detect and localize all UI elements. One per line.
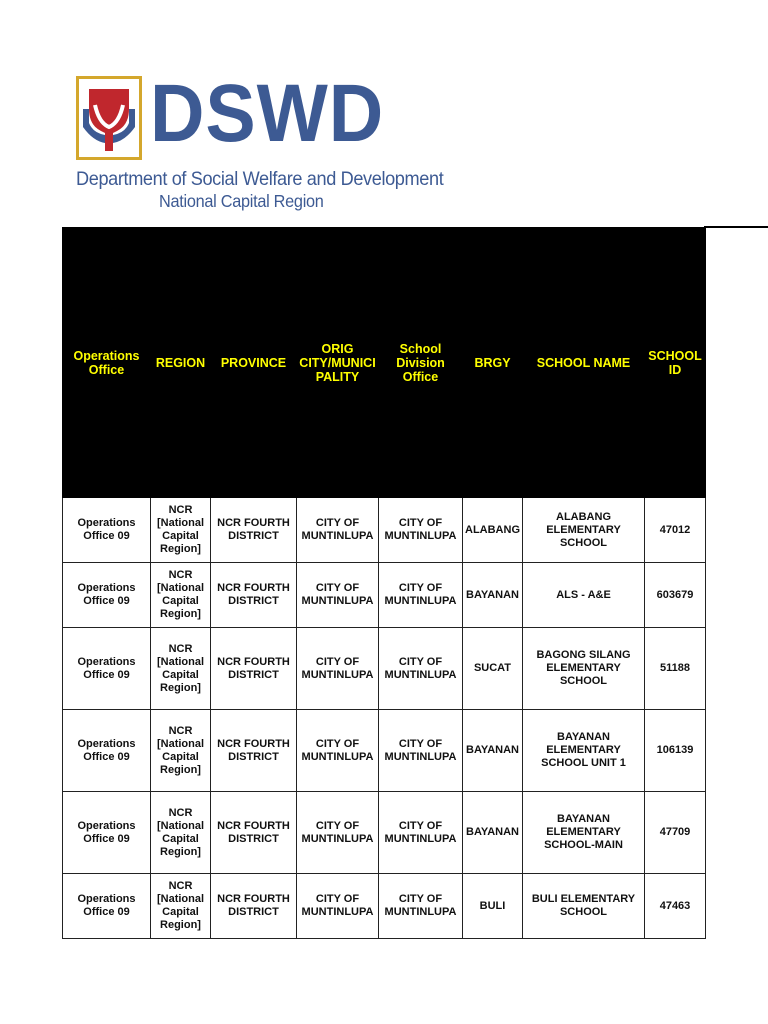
- header-rule: [704, 226, 768, 228]
- cell-brgy: BAYANAN: [463, 563, 523, 628]
- cell-school-id: 106139: [645, 710, 706, 792]
- table-row: [63, 792, 706, 874]
- header-orig-city: ORIG CITY/MUNICI PALITY: [297, 228, 379, 498]
- table-row: [63, 628, 706, 710]
- dswd-logo: [76, 68, 444, 217]
- cell-region: NCR [National Capital Region]: [151, 498, 211, 563]
- schools-table: [62, 227, 706, 939]
- table-row: [63, 498, 706, 563]
- cell-city: CITY OF MUNTINLUPA: [297, 628, 379, 710]
- logo-wordmark: DSWD: [150, 68, 385, 159]
- cell-school-name: BULI ELEMENTARY SCHOOL: [523, 874, 645, 939]
- cell-school-name: ALABANG ELEMENTARY SCHOOL: [523, 498, 645, 563]
- cell-school-id: 47012: [645, 498, 706, 563]
- cell-region: NCR [National Capital Region]: [151, 628, 211, 710]
- cell-school-id: 47463: [645, 874, 706, 939]
- cell-division: CITY OF MUNTINLUPA: [379, 710, 463, 792]
- cell-school-name: BAYANAN ELEMENTARY SCHOOL-MAIN: [523, 792, 645, 874]
- cell-school-id: 51188: [645, 628, 706, 710]
- cell-brgy: BAYANAN: [463, 792, 523, 874]
- cell-brgy: SUCAT: [463, 628, 523, 710]
- header-school-name: SCHOOL NAME: [523, 228, 645, 498]
- cell-brgy: BULI: [463, 874, 523, 939]
- cell-division: CITY OF MUNTINLUPA: [379, 874, 463, 939]
- cell-province: NCR FOURTH DISTRICT: [211, 563, 297, 628]
- cell-city: CITY OF MUNTINLUPA: [297, 563, 379, 628]
- cell-city: CITY OF MUNTINLUPA: [297, 498, 379, 563]
- cell-division: CITY OF MUNTINLUPA: [379, 498, 463, 563]
- cell-city: CITY OF MUNTINLUPA: [297, 874, 379, 939]
- logo-region-name: National Capital Region: [159, 191, 324, 211]
- cell-school-id: 603679: [645, 563, 706, 628]
- cell-operations-office: Operations Office 09: [63, 628, 151, 710]
- cell-operations-office: Operations Office 09: [63, 874, 151, 939]
- header-brgy: BRGY: [463, 228, 523, 498]
- cell-division: CITY OF MUNTINLUPA: [379, 563, 463, 628]
- cell-school-name: BAYANAN ELEMENTARY SCHOOL UNIT 1: [523, 710, 645, 792]
- cell-region: NCR [National Capital Region]: [151, 563, 211, 628]
- cell-region: NCR [National Capital Region]: [151, 710, 211, 792]
- header-region: REGION: [151, 228, 211, 498]
- cell-school-id: 47709: [645, 792, 706, 874]
- cell-brgy: ALABANG: [463, 498, 523, 563]
- cell-division: CITY OF MUNTINLUPA: [379, 792, 463, 874]
- header-school-division: School Division Office: [379, 228, 463, 498]
- cell-city: CITY OF MUNTINLUPA: [297, 792, 379, 874]
- cell-brgy: BAYANAN: [463, 710, 523, 792]
- cell-operations-office: Operations Office 09: [63, 563, 151, 628]
- table-row: [63, 874, 706, 939]
- cell-region: NCR [National Capital Region]: [151, 874, 211, 939]
- cell-operations-office: Operations Office 09: [63, 710, 151, 792]
- cell-province: NCR FOURTH DISTRICT: [211, 628, 297, 710]
- cell-province: NCR FOURTH DISTRICT: [211, 792, 297, 874]
- cell-school-name: ALS - A&E: [523, 563, 645, 628]
- header-province: PROVINCE: [211, 228, 297, 498]
- cell-city: CITY OF MUNTINLUPA: [297, 710, 379, 792]
- cell-division: CITY OF MUNTINLUPA: [379, 628, 463, 710]
- cell-operations-office: Operations Office 09: [63, 792, 151, 874]
- table-row: [63, 710, 706, 792]
- cell-province: NCR FOURTH DISTRICT: [211, 498, 297, 563]
- table-header-row: [63, 228, 706, 498]
- dswd-emblem-icon: [76, 76, 142, 160]
- header-operations-office: Operations Office: [63, 228, 151, 498]
- cell-province: NCR FOURTH DISTRICT: [211, 874, 297, 939]
- cell-school-name: BAGONG SILANG ELEMENTARY SCHOOL: [523, 628, 645, 710]
- cell-province: NCR FOURTH DISTRICT: [211, 710, 297, 792]
- logo-department-name: Department of Social Welfare and Development: [76, 168, 444, 190]
- header-school-id: SCHOOL ID: [645, 228, 706, 498]
- cell-operations-office: Operations Office 09: [63, 498, 151, 563]
- table-row: [63, 563, 706, 628]
- cell-region: NCR [National Capital Region]: [151, 792, 211, 874]
